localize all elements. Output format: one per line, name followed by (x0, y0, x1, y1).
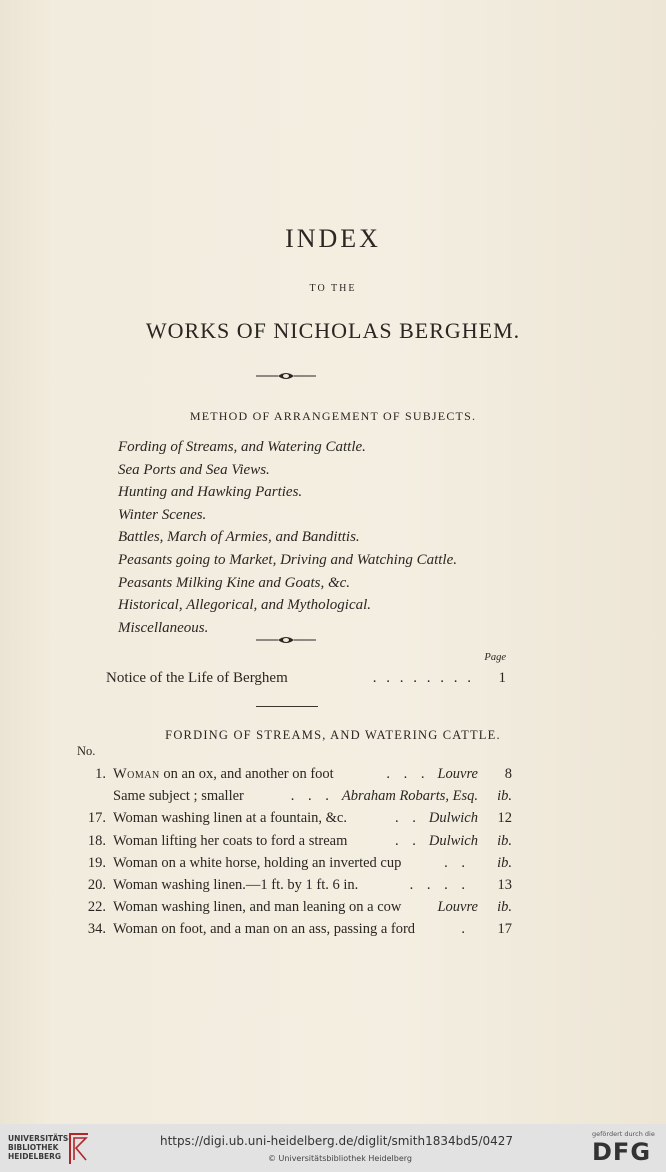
subject-item: Sea Ports and Sea Views. (118, 461, 270, 478)
list-item (72, 852, 512, 874)
entry-location: Dulwich (428, 810, 478, 827)
entry-text: Woman on foot, and a man on an ass, passing a ford (113, 921, 416, 938)
entry-lead-word: Woman (113, 766, 160, 782)
subject-item: Hunting and Hawking Parties. (118, 484, 303, 501)
leader-dots: . . (444, 854, 470, 871)
page-number: 17 (497, 921, 512, 938)
list-item (72, 807, 512, 829)
dfg-logo[interactable]: DFG (592, 1138, 652, 1166)
entry-description (113, 807, 395, 829)
entry-description (113, 763, 386, 785)
entry-text: Woman washing linen.—1 ft. by 1 ft. 6 in. (113, 876, 359, 893)
entry-number: 20. (87, 876, 106, 893)
entry-number: 1. (95, 766, 106, 782)
subject-item: Historical, Allegorical, and Mythological. (118, 597, 372, 614)
entry-number: 18. (87, 832, 106, 849)
page-number: 1 (498, 670, 506, 686)
logo-line: BIBLIOTHEK (8, 1143, 59, 1152)
page-number: 12 (497, 810, 512, 827)
library-logo-text[interactable] (8, 1134, 71, 1161)
works-heading: WORKS OF NICHOLAS BERGHEM. (145, 318, 521, 343)
list-item (72, 874, 512, 896)
logo-line: UNIVERSITÄTS- (8, 1134, 72, 1143)
leader-dots: . . (394, 810, 421, 827)
method-heading: METHOD OF ARRANGEMENT OF SUBJECTS. (189, 409, 477, 423)
list-item (72, 785, 512, 807)
leader-dots: . . (394, 832, 421, 849)
entry-description (113, 874, 410, 896)
entry-location: Louvre (437, 899, 478, 916)
page-number: 13 (497, 876, 512, 893)
entry-location (478, 874, 492, 896)
entry-description (113, 830, 395, 852)
entry-description (113, 785, 291, 807)
page-number: ib. (497, 832, 512, 849)
leader-dots: . (461, 921, 470, 938)
number-column-label: No. (77, 744, 96, 758)
ornament-divider-icon (256, 369, 316, 383)
list-item (72, 830, 512, 852)
page-title: INDEX (285, 224, 381, 253)
page-number: ib. (497, 899, 512, 916)
viewer-footer (0, 1124, 666, 1172)
library-logo-icon[interactable] (66, 1130, 92, 1166)
leader-dots: . . . (386, 766, 430, 782)
page-number: ib. (497, 788, 512, 805)
entry-number: 19. (87, 854, 106, 871)
entry-location (478, 852, 492, 874)
ornament-divider-icon (256, 633, 316, 647)
entry-description (113, 852, 444, 874)
page-number: ib. (497, 854, 512, 871)
page-number: 8 (504, 766, 512, 782)
section-heading: FORDING OF STREAMS, AND WATERING CATTLE. (165, 728, 501, 742)
entry-description (113, 918, 461, 940)
logo-line: HEIDELBERG (8, 1152, 62, 1161)
subject-item: Fording of Streams, and Watering Cattle. (118, 439, 366, 455)
leader-dots: . . . . (409, 876, 470, 893)
entry-description (113, 896, 429, 918)
subject-item: Peasants going to Market, Driving and Watching Cattle. (118, 551, 458, 568)
leader-dots: . . . (290, 788, 334, 805)
entry-text: Woman washing linen, and man leaning on a cow (113, 899, 402, 916)
copyright-text: © Universitätsbibliothek Heidelberg (268, 1154, 413, 1163)
entry-text: Same subject ; smaller (113, 788, 244, 805)
leader-dots: . . . . . . . . (372, 670, 474, 686)
subject-item: Miscellaneous. (118, 619, 209, 636)
entry-text: Woman washing linen at a fountain, &c. (113, 810, 347, 827)
entry-text: Woman lifting her coats to ford a stream (113, 832, 348, 849)
list-item (72, 763, 512, 785)
entry-number (72, 785, 113, 807)
page-column-label: Page (484, 652, 506, 663)
permalink-url[interactable]: https://digi.ub.uni-heidelberg.de/diglit/smith1834bd5/0427 (160, 1134, 514, 1148)
subject-list (118, 436, 457, 639)
list-item (72, 896, 512, 918)
entry-text: on an ox, and another on foot (159, 766, 334, 782)
section-rule (256, 706, 318, 707)
entry-list (72, 763, 512, 941)
list-item (72, 918, 512, 940)
entry-location: Abraham Robarts, Esq. (341, 788, 478, 805)
subject-item: Peasants Milking Kine and Goats, &c. (118, 574, 351, 591)
entry-location: Dulwich (428, 832, 478, 849)
subject-item: Winter Scenes. (118, 506, 207, 523)
notice-entry (106, 670, 506, 687)
entry-number: 34. (87, 921, 106, 938)
entry-number: 22. (87, 899, 106, 916)
notice-text: Notice of the Life of Berghem (106, 670, 288, 686)
entry-text: Woman on a white horse, holding an inverted cup (113, 854, 402, 871)
entry-location (478, 918, 492, 940)
funding-note: gefördert durch die (592, 1130, 655, 1138)
entry-number: 17. (87, 810, 106, 827)
entry-location: Louvre (437, 766, 478, 782)
page-subtitle: TO THE (309, 283, 357, 294)
subject-item: Battles, March of Armies, and Bandittis. (118, 529, 360, 546)
